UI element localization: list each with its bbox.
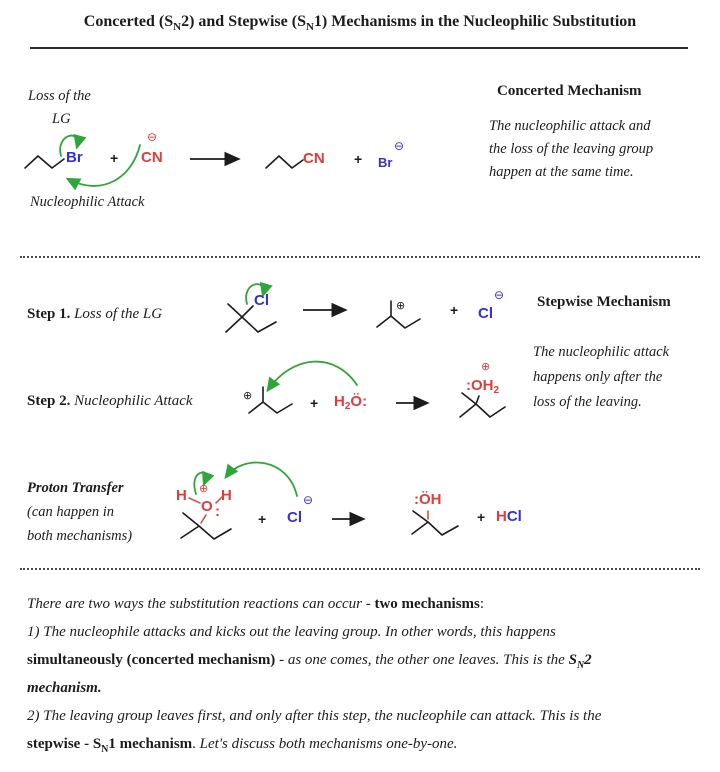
footer-text-bold: stepwise - S: [27, 736, 102, 752]
stepwise-desc-line: loss of the leaving.: [533, 394, 642, 410]
water-h: H: [334, 393, 345, 410]
stepwise-mechanism-heading: Stepwise Mechanism: [537, 294, 671, 310]
stepwise-desc-line: The nucleophilic attack: [533, 344, 670, 360]
plus-charge-icon: ⊕: [199, 482, 209, 495]
oxonium-h-right: H: [221, 487, 232, 504]
oxonium-h-left: H: [176, 487, 187, 504]
br-atom-label: Br: [66, 149, 83, 166]
concerted-desc-line: happen at the same time.: [489, 164, 634, 180]
footer-text: -: [275, 652, 288, 668]
hcl-h: H: [496, 508, 507, 525]
water-sub: 2: [344, 401, 351, 412]
footer-text: :: [479, 596, 485, 612]
water-o: Ö:: [350, 393, 368, 410]
plus-sign: +: [477, 509, 486, 525]
propyl-bromide-skeleton: [25, 156, 64, 168]
nucleophilic-attack-label: Nucleophilic Attack: [30, 194, 145, 210]
footer-text-bold: 1 mechanism: [108, 736, 193, 752]
footer-text-bold: simultaneously (concerted mechanism): [27, 652, 276, 668]
cl-atom-label: Cl: [254, 292, 269, 309]
title-part: Concerted (S: [83, 13, 174, 30]
green-arrow-chloride-to-proton: [226, 463, 297, 496]
oh2-label: [466, 377, 499, 396]
green-arrow-step2: [268, 362, 357, 390]
step1-label-bold: Step 1.: [27, 306, 71, 322]
title-subscript: N: [173, 21, 182, 34]
footer-line-4: mechanism.: [27, 680, 102, 696]
protonated-alcohol-skeleton: [460, 393, 505, 417]
cyanide-label: CN: [141, 149, 163, 166]
chloride-ion-label: Cl: [478, 305, 493, 322]
footer-line-2: 1) The nucleophile attacks and kicks out the leaving group. In other words, this happens: [27, 624, 556, 640]
title-subscript: N: [305, 21, 314, 34]
step1-label-italic: Loss of the LG: [70, 306, 163, 322]
footer-text: -: [361, 596, 375, 612]
loss-of-lg-label: Loss of the: [28, 88, 91, 104]
concerted-desc-line: The nucleophilic attack and: [489, 118, 651, 134]
stepwise-desc-line: happens only after the: [533, 369, 663, 385]
proton-transfer-label: Proton Transfer: [27, 480, 124, 496]
minus-charge-icon: ⊖: [394, 139, 405, 153]
nitrile-label: CN: [303, 150, 325, 167]
proton-transfer-note-1: (can happen in: [27, 504, 114, 520]
alcohol-skeleton: [412, 511, 458, 535]
concerted-mechanism-heading: Concerted Mechanism: [497, 83, 642, 99]
hydroxyl-label: :ÖH: [414, 491, 442, 508]
sn1-term: [27, 736, 193, 755]
plus-charge-icon: ⊕: [481, 360, 491, 373]
title-part: 1) Mechanisms in the Nucleophilic Substitution: [313, 13, 637, 30]
minus-charge-icon: ⊖: [303, 493, 314, 507]
step2-label-bold: Step 2.: [27, 393, 71, 409]
page-title: [0, 13, 720, 33]
title-divider: [30, 47, 688, 49]
butanenitrile-skeleton: [266, 156, 303, 168]
footer-text: Let's discuss both mechanisms one-by-one.: [199, 736, 458, 752]
concerted-desc-line: the loss of the leaving group: [489, 141, 654, 157]
footer-text: There are two ways the substitution reactions can occur: [27, 596, 362, 612]
hcl-label: [496, 508, 522, 525]
sn2-s: S: [568, 652, 577, 668]
proton-transfer-note-2: both mechanisms): [27, 528, 133, 544]
minus-charge-icon: ⊖: [147, 130, 158, 144]
sn2-2: 2: [584, 652, 592, 668]
footer-text: .: [192, 736, 200, 752]
plus-sign: +: [450, 302, 459, 318]
hcl-cl: Cl: [506, 508, 522, 525]
footer-line-1: [27, 596, 484, 613]
sn2-sub: N: [576, 660, 585, 671]
sn1-sub: N: [101, 744, 109, 755]
water-label: [334, 393, 367, 412]
plus-sign: +: [354, 151, 363, 167]
step2-label: [27, 393, 193, 410]
lone-pair-dots: :: [215, 503, 220, 520]
oxonium-o: O: [201, 498, 213, 515]
plus-sign: +: [110, 150, 119, 166]
plus-charge-icon: ⊕: [396, 299, 406, 312]
plus-charge-icon: ⊕: [243, 389, 253, 402]
minus-charge-icon: ⊖: [494, 288, 505, 302]
plus-sign: +: [310, 395, 319, 411]
title-part: 2) and Stepwise (S: [181, 13, 306, 30]
step1-label: [27, 306, 162, 323]
step2-label-italic: Nucleophilic Attack: [70, 393, 193, 409]
oh-text: :OH: [466, 377, 494, 394]
footer-line-3: [27, 652, 592, 671]
footer-line-5: 2) The leaving group leaves first, and only after this step, the nucleophile can attack. This is the: [27, 708, 602, 724]
section-divider-dotted: [20, 256, 700, 258]
sn2-term: [568, 652, 592, 671]
footer-text: as one comes, the other one leaves. This is the: [287, 652, 569, 668]
footer-text-bold: two mechanisms: [374, 596, 480, 612]
section-divider-dotted: [20, 568, 700, 570]
oh-sub: 2: [493, 385, 500, 396]
chloride-ion-label: Cl: [287, 509, 302, 526]
bromide-ion-label: Br: [378, 155, 393, 170]
plus-sign: +: [258, 511, 267, 527]
footer-line-6: [27, 736, 457, 755]
carbocation-skeleton-step2: [249, 387, 292, 413]
loss-of-lg-label-2: LG: [52, 111, 71, 127]
